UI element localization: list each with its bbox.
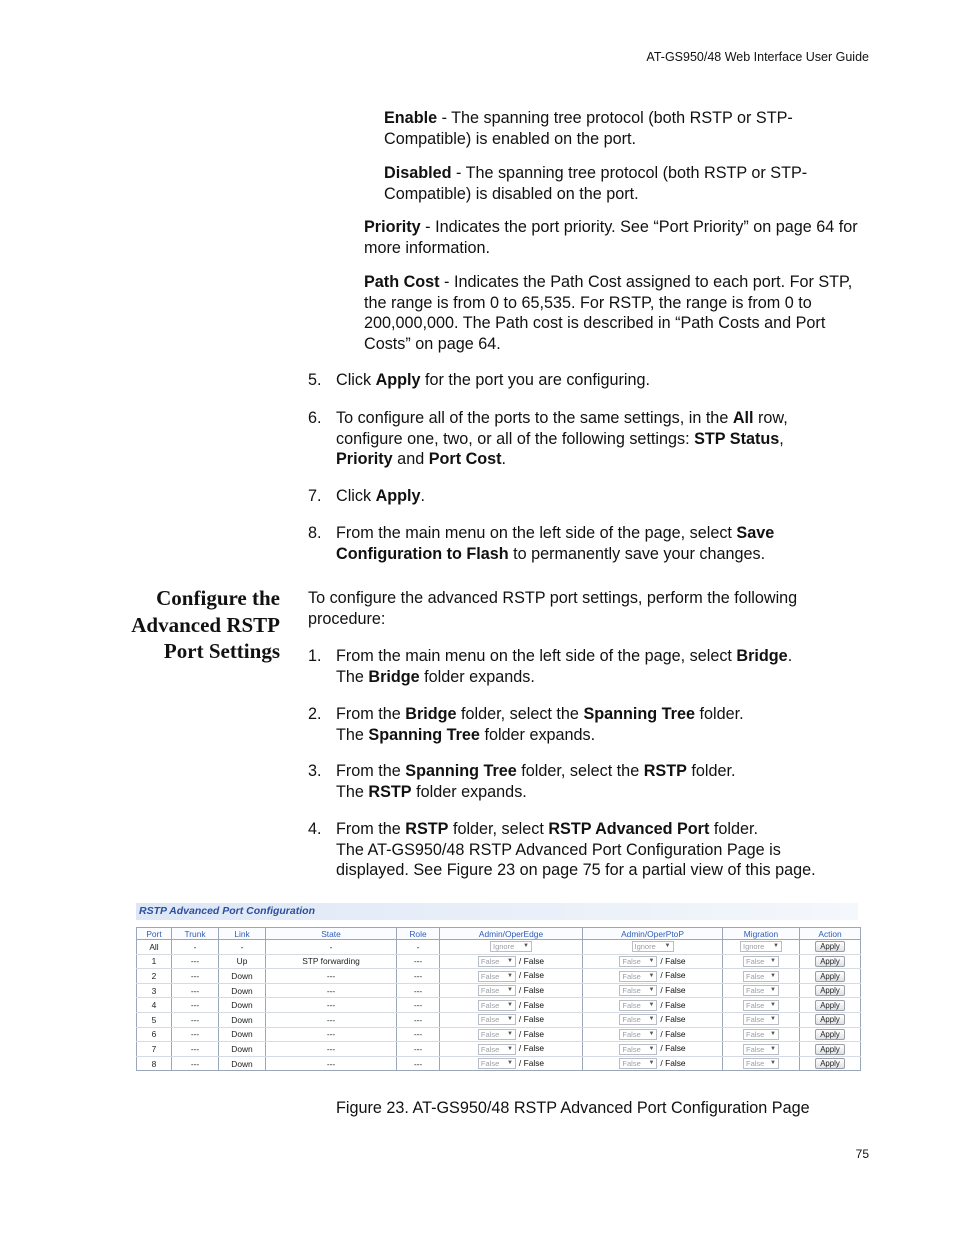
cell-edge xyxy=(440,954,583,969)
table-row-all xyxy=(137,940,861,955)
table-row xyxy=(137,1042,861,1057)
cell-state: STP forwarding xyxy=(266,954,397,969)
cell-ptop xyxy=(583,969,723,984)
cell-port[interactable]: 6 xyxy=(137,1027,172,1042)
cell-role: --- xyxy=(397,954,440,969)
cell-link: Down xyxy=(219,1012,266,1027)
apply-button[interactable]: Apply xyxy=(815,1014,845,1025)
chevron-down-icon: ▼ xyxy=(506,987,513,994)
edge-select[interactable]: False ▼ xyxy=(478,1029,516,1040)
cell-action xyxy=(800,998,861,1013)
cell-edge xyxy=(440,1027,583,1042)
cell-ptop xyxy=(583,1012,723,1027)
figure-caption: Figure 23. AT-GS950/48 RSTP Advanced Port Configuration Page xyxy=(336,1099,810,1117)
migration-select[interactable]: False ▼ xyxy=(743,1058,779,1069)
step-8: 8. From the main menu on the left side of the page, select Save Configuration to Flash to permanently save your changes. xyxy=(308,524,775,563)
cell-action xyxy=(800,1027,861,1042)
cell-trunk: --- xyxy=(172,1056,219,1071)
cell-port[interactable]: 1 xyxy=(137,954,172,969)
chevron-down-icon: ▼ xyxy=(648,1016,655,1023)
chevron-down-icon: ▼ xyxy=(770,1031,776,1037)
edge-oper-value: / False xyxy=(518,1057,545,1068)
cell-role: - xyxy=(397,940,440,955)
cell-state: --- xyxy=(266,983,397,998)
ptop-oper-value: / False xyxy=(660,1057,686,1068)
chevron-down-icon: ▼ xyxy=(770,958,776,965)
ptop-select[interactable]: Ignore ▼ xyxy=(632,941,674,952)
migration-select[interactable]: False ▼ xyxy=(743,971,779,982)
migration-select[interactable]: False ▼ xyxy=(743,1029,779,1040)
cell-action xyxy=(800,1042,861,1057)
cell-state: --- xyxy=(266,1027,397,1042)
apply-button[interactable]: Apply xyxy=(815,1029,845,1040)
cell-link: - xyxy=(219,940,266,955)
cell-port[interactable]: 5 xyxy=(137,1012,172,1027)
step-3: 3. From the Spanning Tree folder, select the RSTP folder. The RSTP folder expands. xyxy=(308,762,736,801)
col-link: Link xyxy=(219,928,266,940)
cell-trunk: --- xyxy=(172,983,219,998)
chevron-down-icon: ▼ xyxy=(770,1060,776,1067)
table-row xyxy=(137,1056,861,1071)
migration-select[interactable]: False ▼ xyxy=(743,1000,779,1011)
cell-state: --- xyxy=(266,1042,397,1057)
cell-migration xyxy=(723,983,800,998)
ptop-select[interactable]: False ▼ xyxy=(619,1000,657,1011)
cell-ptop xyxy=(583,998,723,1013)
chevron-down-icon: ▼ xyxy=(770,1001,776,1008)
table-header-row xyxy=(137,928,861,940)
def-path-cost: Path Cost - Indicates the Path Cost assigned to each port. For STP, the range is from 0 to 65,535. For RSTP, the range is from 0 to 200,000,000. The Path cost is described in “Path Costs and Port Costs” on page 64. xyxy=(364,273,853,353)
chevron-down-icon: ▼ xyxy=(506,1016,513,1023)
cell-edge xyxy=(440,940,583,955)
step-5: 5. Click Apply for the port you are configuring. xyxy=(308,371,651,389)
apply-button[interactable]: Apply xyxy=(815,971,845,982)
step-1: 1. From the main menu on the left side of the page, select Bridge. The Bridge folder expands. xyxy=(308,647,793,686)
cell-link: Down xyxy=(219,1042,266,1057)
cell-ptop xyxy=(583,940,723,955)
page-number: 75 xyxy=(855,1147,869,1161)
step-2: 2. From the Bridge folder, select the Spanning Tree folder. The Spanning Tree folder expands. xyxy=(308,705,744,744)
cell-migration xyxy=(723,954,800,969)
cell-edge xyxy=(440,969,583,984)
ptop-select[interactable]: False ▼ xyxy=(619,971,657,982)
col-state: State xyxy=(266,928,397,940)
chevron-down-icon: ▼ xyxy=(648,1060,655,1067)
ptop-select[interactable]: False ▼ xyxy=(619,956,657,967)
ptop-oper-value: / False xyxy=(660,1043,686,1054)
cell-state: --- xyxy=(266,998,397,1013)
running-header: AT-GS950/48 Web Interface User Guide xyxy=(646,50,869,64)
col-edge: Admin/OperEdge xyxy=(440,928,583,940)
ptop-select[interactable]: False ▼ xyxy=(619,1014,657,1025)
cell-action xyxy=(800,969,861,984)
cell-role: --- xyxy=(397,998,440,1013)
chevron-down-icon: ▼ xyxy=(648,1031,655,1037)
table-row xyxy=(137,969,861,984)
edge-oper-value: / False xyxy=(518,1043,545,1054)
chevron-down-icon: ▼ xyxy=(773,943,779,950)
cell-ptop xyxy=(583,954,723,969)
cell-edge xyxy=(440,1042,583,1057)
chevron-down-icon: ▼ xyxy=(770,972,776,979)
section-heading: Configure the Advanced RSTP Port Settings xyxy=(131,586,280,663)
cell-ptop xyxy=(583,1027,723,1042)
cell-role: --- xyxy=(397,983,440,998)
cell-role: --- xyxy=(397,1027,440,1042)
cell-port[interactable]: 2 xyxy=(137,969,172,984)
col-migration: Migration xyxy=(723,928,800,940)
ptop-oper-value: / False xyxy=(660,1028,686,1039)
cell-trunk: --- xyxy=(172,1042,219,1057)
table-row xyxy=(137,1012,861,1027)
edge-oper-value: / False xyxy=(518,1014,545,1025)
edge-select[interactable]: False ▼ xyxy=(478,1058,516,1069)
table-row xyxy=(137,1027,861,1042)
cell-link: Down xyxy=(219,969,266,984)
edge-select[interactable]: Ignore ▼ xyxy=(490,941,532,952)
migration-select[interactable]: False ▼ xyxy=(743,985,779,996)
cell-action xyxy=(800,983,861,998)
chevron-down-icon: ▼ xyxy=(648,1045,655,1052)
cell-action xyxy=(800,1056,861,1071)
col-port: Port xyxy=(137,928,172,940)
cell-port[interactable]: 4 xyxy=(137,998,172,1013)
apply-button[interactable]: Apply xyxy=(815,1000,845,1011)
edge-select[interactable]: False ▼ xyxy=(478,956,516,967)
cell-trunk: --- xyxy=(172,969,219,984)
edge-select[interactable]: False ▼ xyxy=(478,1014,516,1025)
cell-link: Up xyxy=(219,954,266,969)
cell-role: --- xyxy=(397,1056,440,1071)
col-role: Role xyxy=(397,928,440,940)
col-trunk: Trunk xyxy=(172,928,219,940)
cell-port[interactable]: 8 xyxy=(137,1056,172,1071)
figure-title: RSTP Advanced Port Configuration xyxy=(139,905,315,917)
col-ptop: Admin/OperPtoP xyxy=(583,928,723,940)
cell-action xyxy=(800,1012,861,1027)
apply-button[interactable]: Apply xyxy=(815,941,845,952)
chevron-down-icon: ▼ xyxy=(648,1001,655,1008)
col-action: Action xyxy=(800,928,861,940)
cell-edge xyxy=(440,1056,583,1071)
cell-link: Down xyxy=(219,1027,266,1042)
cell-trunk: --- xyxy=(172,1027,219,1042)
cell-role: --- xyxy=(397,1012,440,1027)
section-intro: To configure the advanced RSTP port settings, perform the following procedure: xyxy=(308,589,798,628)
edge-oper-value: / False xyxy=(518,970,545,981)
cell-port[interactable]: 7 xyxy=(137,1042,172,1057)
ptop-select[interactable]: False ▼ xyxy=(619,1044,657,1055)
apply-button[interactable]: Apply xyxy=(815,1058,845,1069)
cell-trunk: --- xyxy=(172,954,219,969)
chevron-down-icon: ▼ xyxy=(523,943,529,950)
cell-role: --- xyxy=(397,969,440,984)
cell-state: --- xyxy=(266,1056,397,1071)
cell-state: --- xyxy=(266,1012,397,1027)
step-4: 4. From the RSTP folder, select RSTP Advanced Port folder. The AT-GS950/48 RSTP Advanced Port Configuration Page is displayed. See Figure 23 on page 75 for a partial view of this page. xyxy=(308,820,816,879)
cell-trunk: --- xyxy=(172,998,219,1013)
cell-trunk: - xyxy=(172,940,219,955)
edge-oper-value: / False xyxy=(518,984,545,995)
cell-migration xyxy=(723,998,800,1013)
cell-link: Down xyxy=(219,1056,266,1071)
edge-select[interactable]: False ▼ xyxy=(478,985,516,996)
chevron-down-icon: ▼ xyxy=(506,958,513,965)
chevron-down-icon: ▼ xyxy=(664,943,671,950)
edge-oper-value: / False xyxy=(518,1028,545,1039)
cell-edge xyxy=(440,983,583,998)
cell-action xyxy=(800,954,861,969)
figure-title-bar xyxy=(136,903,858,920)
rstp-port-table xyxy=(136,927,861,1071)
cell-migration xyxy=(723,969,800,984)
migration-select[interactable]: False ▼ xyxy=(743,956,779,967)
cell-state: - xyxy=(266,940,397,955)
edge-select[interactable]: False ▼ xyxy=(478,971,516,982)
cell-port[interactable]: 3 xyxy=(137,983,172,998)
apply-button[interactable]: Apply xyxy=(815,956,845,967)
chevron-down-icon: ▼ xyxy=(506,1001,513,1008)
ptop-oper-value: / False xyxy=(660,984,686,995)
cell-role: --- xyxy=(397,1042,440,1057)
cell-migration xyxy=(723,1012,800,1027)
cell-port[interactable]: All xyxy=(137,940,172,955)
chevron-down-icon: ▼ xyxy=(506,1060,513,1067)
table-row xyxy=(137,998,861,1013)
ptop-select[interactable]: False ▼ xyxy=(619,985,657,996)
apply-button[interactable]: Apply xyxy=(815,985,845,996)
chevron-down-icon: ▼ xyxy=(648,987,655,994)
cell-migration xyxy=(723,1027,800,1042)
chevron-down-icon: ▼ xyxy=(648,958,655,965)
cell-ptop xyxy=(583,1056,723,1071)
cell-edge xyxy=(440,1012,583,1027)
cell-migration xyxy=(723,940,800,955)
migration-select[interactable]: Ignore ▼ xyxy=(740,941,782,952)
step-7: 7. Click Apply. xyxy=(308,487,426,505)
ptop-select[interactable]: False ▼ xyxy=(619,1029,657,1040)
chevron-down-icon: ▼ xyxy=(506,1045,513,1052)
def-disabled: Disabled - The spanning tree protocol (both RSTP or STP-Compatible) is disabled on the port. xyxy=(384,164,808,203)
cell-migration xyxy=(723,1056,800,1071)
ptop-select[interactable]: False ▼ xyxy=(619,1058,657,1069)
migration-select[interactable]: False ▼ xyxy=(743,1044,779,1055)
cell-state: --- xyxy=(266,969,397,984)
chevron-down-icon: ▼ xyxy=(770,987,776,994)
chevron-down-icon: ▼ xyxy=(770,1045,776,1052)
cell-edge xyxy=(440,998,583,1013)
chevron-down-icon: ▼ xyxy=(648,972,655,979)
cell-trunk: --- xyxy=(172,1012,219,1027)
def-enable: Enable - The spanning tree protocol (both RSTP or STP-Compatible) is enabled on the port. xyxy=(384,109,793,148)
cell-migration xyxy=(723,1042,800,1057)
edge-oper-value: / False xyxy=(518,999,545,1010)
edge-oper-value: / False xyxy=(518,955,545,966)
cell-link: Down xyxy=(219,983,266,998)
table-row xyxy=(137,983,861,998)
def-priority: Priority - Indicates the port priority. See “Port Priority” on page 64 for more information. xyxy=(364,218,858,257)
cell-link: Down xyxy=(219,998,266,1013)
migration-select[interactable]: False ▼ xyxy=(743,1014,779,1025)
ptop-oper-value: / False xyxy=(660,1014,686,1025)
step-6: 6. To configure all of the ports to the same settings, in the All row, configure one, two, or all of the following settings: STP Status, Priority and Port Cost. xyxy=(308,409,788,468)
table-row xyxy=(137,954,861,969)
ptop-oper-value: / False xyxy=(660,970,686,981)
ptop-oper-value: / False xyxy=(660,999,686,1010)
cell-ptop xyxy=(583,983,723,998)
ptop-oper-value: / False xyxy=(660,955,686,966)
cell-action xyxy=(800,940,861,955)
edge-select[interactable]: False ▼ xyxy=(478,1000,516,1011)
apply-button[interactable]: Apply xyxy=(815,1044,845,1055)
chevron-down-icon: ▼ xyxy=(506,972,513,979)
edge-select[interactable]: False ▼ xyxy=(478,1044,516,1055)
chevron-down-icon: ▼ xyxy=(506,1031,513,1037)
cell-ptop xyxy=(583,1042,723,1057)
chevron-down-icon: ▼ xyxy=(770,1016,776,1023)
